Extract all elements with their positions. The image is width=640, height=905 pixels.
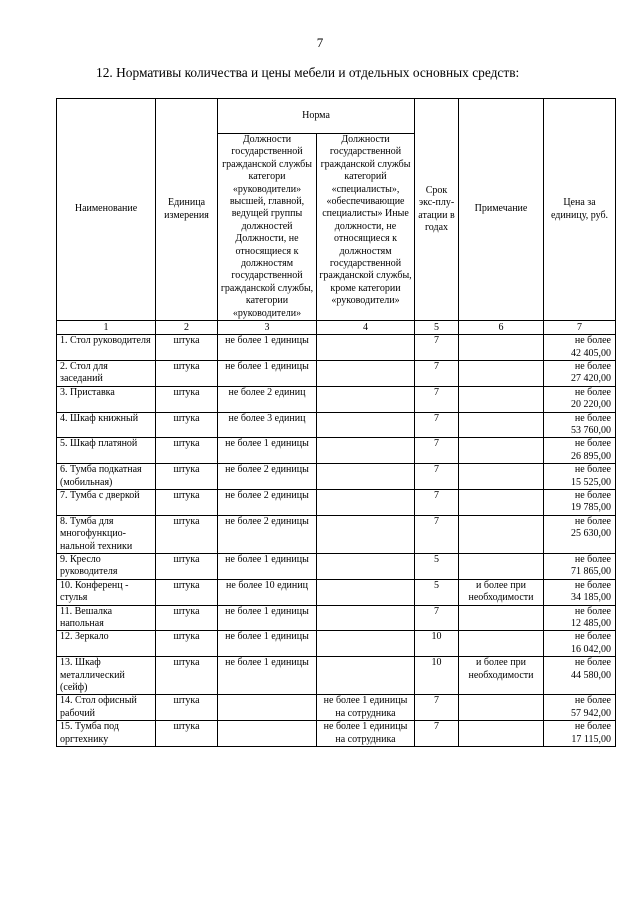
item-note <box>459 489 544 515</box>
item-name: 1. Стол руководителя <box>57 335 156 361</box>
price-prefix: не более <box>574 438 611 450</box>
service-term: 7 <box>415 438 459 464</box>
item-price <box>544 360 616 386</box>
item-unit: штука <box>156 489 218 515</box>
column-number: 2 <box>156 321 218 335</box>
norm-specialists <box>317 412 415 438</box>
column-number: 4 <box>317 321 415 335</box>
table-row <box>57 335 616 361</box>
norm-leaders: не более 3 единиц <box>218 412 317 438</box>
item-name: 8. Тумба для многофункцио-нальной техники <box>57 515 156 553</box>
price-value: 26 895,00 <box>571 450 611 462</box>
norm-specialists <box>317 657 415 695</box>
header-specialists: Должности государственной гражданской службы категорий «специалисты», «обеспечивающие специалисты» Иные должности, не относящиеся к должностям государственной гражданской службы, кроме категории «руководители» <box>317 134 415 321</box>
norm-specialists <box>317 631 415 657</box>
table-row <box>57 657 616 695</box>
service-term: 7 <box>415 605 459 631</box>
norm-specialists <box>317 605 415 631</box>
table-row <box>57 579 616 605</box>
norm-specialists <box>317 438 415 464</box>
item-price <box>544 335 616 361</box>
item-price <box>544 438 616 464</box>
item-name: 12. Зеркало <box>57 631 156 657</box>
price-value: 71 865,00 <box>571 566 611 578</box>
price-prefix: не более <box>574 721 611 733</box>
item-note <box>459 360 544 386</box>
norm-leaders: не более 1 единицы <box>218 438 317 464</box>
service-term: 7 <box>415 515 459 553</box>
table-row <box>57 721 616 747</box>
price-prefix: не более <box>574 695 611 707</box>
price-value: 12 485,00 <box>571 618 611 630</box>
table-row <box>57 386 616 412</box>
table-row <box>57 464 616 490</box>
item-price <box>544 515 616 553</box>
item-name: 9. Кресло руководителя <box>57 554 156 580</box>
item-name: 10. Конференц - стулья <box>57 579 156 605</box>
header-term: Срок экс-плу-атации в годах <box>415 99 459 321</box>
header-note: Примечание <box>459 99 544 321</box>
norm-leaders: не более 10 единиц <box>218 579 317 605</box>
item-note <box>459 721 544 747</box>
item-price <box>544 605 616 631</box>
service-term: 5 <box>415 554 459 580</box>
price-prefix: не более <box>574 554 611 565</box>
header-unit: Единица измерения <box>156 99 218 321</box>
service-term: 7 <box>415 721 459 747</box>
section-heading: 12. Нормативы количества и цены мебели и отдельных основных средств: <box>96 65 520 80</box>
price-value: 34 185,00 <box>571 592 611 604</box>
item-unit: штука <box>156 554 218 580</box>
item-unit: штука <box>156 335 218 361</box>
norm-specialists <box>317 554 415 580</box>
column-number: 1 <box>57 321 156 335</box>
price-value: 27 420,00 <box>571 373 611 385</box>
norm-specialists <box>317 360 415 386</box>
price-prefix: не более <box>574 335 611 347</box>
item-name: 3. Приставка <box>57 386 156 412</box>
norm-leaders: не более 1 единицы <box>218 605 317 631</box>
price-value: 15 525,00 <box>571 476 611 488</box>
item-price <box>544 489 616 515</box>
norm-specialists <box>317 489 415 515</box>
norm-specialists: не более 1 единицы на сотрудника <box>317 721 415 747</box>
item-name: 2. Стол для заседаний <box>57 360 156 386</box>
item-unit: штука <box>156 631 218 657</box>
service-term: 7 <box>415 412 459 438</box>
price-prefix: не более <box>574 631 611 643</box>
furniture-norms-table <box>56 98 616 747</box>
price-value: 17 115,00 <box>571 733 611 745</box>
item-name: 15. Тумба под оргтехнику <box>57 721 156 747</box>
item-note <box>459 554 544 580</box>
price-prefix: не более <box>574 464 611 476</box>
norm-specialists: не более 1 единицы на сотрудника <box>317 695 415 721</box>
header-name: Наименование <box>57 99 156 321</box>
item-price <box>544 579 616 605</box>
norm-specialists <box>317 579 415 605</box>
price-value: 19 785,00 <box>571 502 611 514</box>
table-row <box>57 438 616 464</box>
price-value: 53 760,00 <box>571 424 611 436</box>
price-prefix: не более <box>574 489 611 501</box>
price-value: 57 942,00 <box>571 707 611 719</box>
norm-leaders <box>218 721 317 747</box>
norm-leaders: не более 2 единицы <box>218 464 317 490</box>
item-price <box>544 386 616 412</box>
norm-specialists <box>317 515 415 553</box>
table-row <box>57 695 616 721</box>
item-note <box>459 605 544 631</box>
item-note <box>459 695 544 721</box>
item-name: 7. Тумба с дверкой <box>57 489 156 515</box>
header-norma: Норма <box>218 99 415 134</box>
table-row <box>57 360 616 386</box>
item-unit: штука <box>156 515 218 553</box>
item-name: 14. Стол офисный рабочий <box>57 695 156 721</box>
price-prefix: не более <box>574 360 611 372</box>
item-price <box>544 721 616 747</box>
header-price: Цена за единицу, руб. <box>544 99 616 321</box>
item-note <box>459 335 544 361</box>
item-price <box>544 464 616 490</box>
price-prefix: не более <box>574 605 611 617</box>
price-value: 16 042,00 <box>571 643 611 655</box>
header-leaders: Должности государственной гражданской службы категори «руководители» высшей, главной, ведущей группы должностей Должности, не относящиеся к должностям государственной гражданской службы, категории «руководители» <box>218 134 317 321</box>
item-note <box>459 412 544 438</box>
item-unit: штука <box>156 464 218 490</box>
price-prefix: не более <box>574 579 611 591</box>
service-term: 7 <box>415 335 459 361</box>
table-row <box>57 515 616 553</box>
service-term: 7 <box>415 489 459 515</box>
item-unit: штука <box>156 360 218 386</box>
service-term: 7 <box>415 695 459 721</box>
page-number: 7 <box>316 35 324 50</box>
item-price <box>544 631 616 657</box>
table-row <box>57 489 616 515</box>
item-note <box>459 464 544 490</box>
price-value: 42 405,00 <box>571 347 611 359</box>
item-unit: штука <box>156 695 218 721</box>
service-term: 7 <box>415 386 459 412</box>
table-row <box>57 412 616 438</box>
column-number: 3 <box>218 321 317 335</box>
item-note: и более при необходимости <box>459 657 544 695</box>
norm-leaders <box>218 695 317 721</box>
service-term: 10 <box>415 631 459 657</box>
item-note <box>459 386 544 412</box>
item-price <box>544 657 616 695</box>
item-name: 4. Шкаф книжный <box>57 412 156 438</box>
item-price <box>544 412 616 438</box>
table-row <box>57 605 616 631</box>
norm-specialists <box>317 335 415 361</box>
item-unit: штука <box>156 438 218 464</box>
item-note <box>459 515 544 553</box>
norm-leaders: не более 2 единицы <box>218 489 317 515</box>
column-number: 7 <box>544 321 616 335</box>
norm-leaders: не более 1 единицы <box>218 631 317 657</box>
item-note: и более при необходимости <box>459 579 544 605</box>
service-term: 7 <box>415 464 459 490</box>
price-value: 44 580,00 <box>571 669 611 681</box>
service-term: 7 <box>415 360 459 386</box>
item-unit: штука <box>156 386 218 412</box>
service-term: 10 <box>415 657 459 695</box>
price-value: 20 220,00 <box>571 399 611 411</box>
table-row <box>57 554 616 580</box>
norm-leaders: не более 1 единицы <box>218 335 317 361</box>
price-prefix: не более <box>574 657 611 669</box>
item-name: 13. Шкаф металлический (сейф) <box>57 657 156 695</box>
item-unit: штука <box>156 412 218 438</box>
item-price <box>544 695 616 721</box>
norm-specialists <box>317 386 415 412</box>
item-unit: штука <box>156 605 218 631</box>
price-value: 25 630,00 <box>571 528 611 540</box>
norm-leaders: не более 1 единицы <box>218 657 317 695</box>
item-name: 5. Шкаф платяной <box>57 438 156 464</box>
column-numbers-row <box>57 321 616 335</box>
item-price <box>544 554 616 580</box>
column-number: 5 <box>415 321 459 335</box>
item-note <box>459 438 544 464</box>
column-number: 6 <box>459 321 544 335</box>
norm-leaders: не более 2 единицы <box>218 515 317 553</box>
table-row <box>57 631 616 657</box>
service-term: 5 <box>415 579 459 605</box>
norm-leaders: не более 1 единицы <box>218 360 317 386</box>
item-unit: штука <box>156 721 218 747</box>
norm-leaders: не более 2 единиц <box>218 386 317 412</box>
price-prefix: не более <box>574 515 611 527</box>
price-prefix: не более <box>574 386 611 398</box>
norm-leaders: не более 1 единицы <box>218 554 317 580</box>
item-unit: штука <box>156 657 218 695</box>
price-prefix: не более <box>574 412 611 424</box>
item-name: 6. Тумба подкатная (мобильная) <box>57 464 156 490</box>
item-unit: штука <box>156 579 218 605</box>
item-name: 11. Вешалка напольная <box>57 605 156 631</box>
item-note <box>459 631 544 657</box>
norm-specialists <box>317 464 415 490</box>
